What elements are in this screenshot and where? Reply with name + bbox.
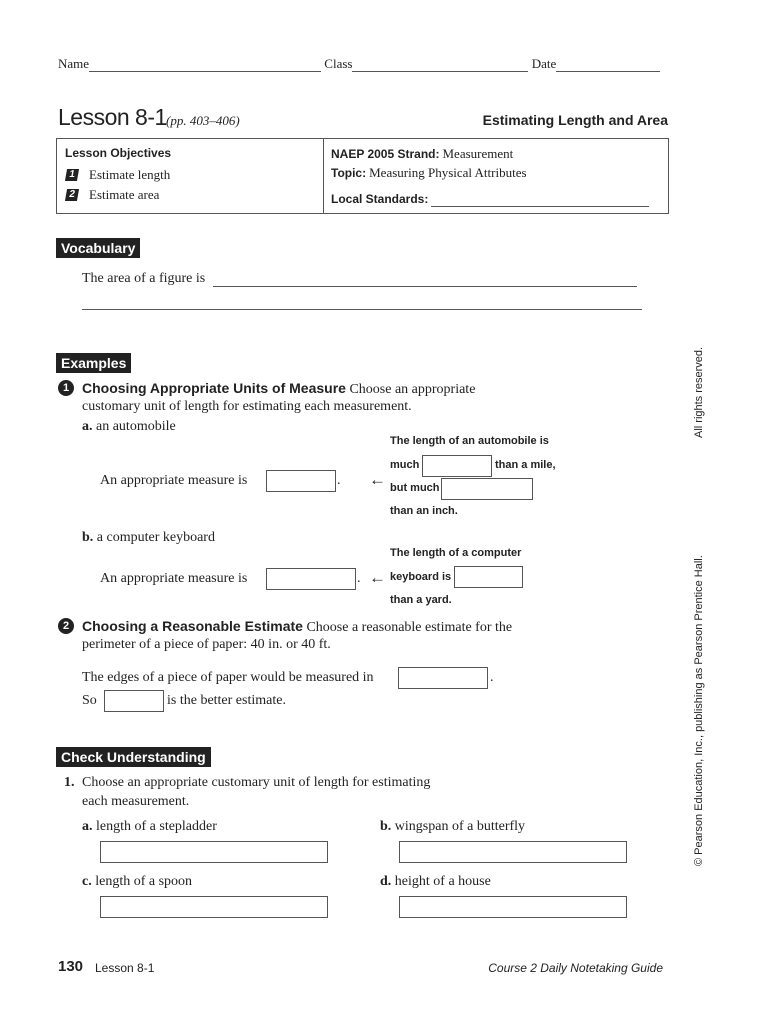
objectives-heading: Lesson Objectives [65, 146, 172, 160]
example-2-answer-box-1[interactable] [398, 667, 488, 689]
local-standards-row [331, 192, 649, 207]
example-1b-text: a computer keyboard [96, 530, 215, 545]
example-2-answer-box-2[interactable] [104, 690, 164, 712]
check-item-b-label: b. [380, 819, 392, 834]
example-2-text-1: Choose a reasonable estimate for the [306, 620, 513, 635]
example-2-header [82, 618, 512, 636]
example-1a-measure-text: An appropriate measure is [100, 473, 248, 488]
local-standards-label: Local Standards: [331, 192, 429, 206]
lesson-topic-title: Estimating Length and Area [482, 112, 668, 128]
hint-a-inch-label: than an inch. [390, 505, 458, 517]
check-item-c [82, 874, 192, 890]
date-field[interactable] [556, 71, 660, 72]
name-field[interactable] [89, 71, 321, 72]
hint-a-much-label: much [390, 459, 420, 471]
naep-label: NAEP 2005 Strand: [331, 147, 440, 161]
example-2-text-2: perimeter of a piece of paper: 40 in. or 40 ft. [82, 637, 331, 652]
class-label: Class [324, 56, 353, 71]
example-2-so: So [82, 693, 97, 708]
side-rights-text: All rights reserved. [693, 346, 705, 438]
check-item-b-text: wingspan of a butterfly [394, 819, 526, 834]
hint-b-line-1: The length of a computer [390, 547, 522, 559]
example-1b-row [82, 530, 215, 546]
check-text-2: each measurement. [82, 794, 190, 809]
example-1a-label: a. [82, 419, 93, 434]
example-1a-text: an automobile [96, 419, 176, 434]
example-1a-period: . [337, 473, 341, 488]
check-item-a-text: length of a stepladder [96, 819, 217, 834]
objective-2-number: 2 [65, 189, 79, 201]
name-label: Name [58, 56, 90, 71]
check-item-d [380, 874, 491, 890]
class-field[interactable] [352, 71, 528, 72]
hint-b-keyboard-label: keyboard is [390, 571, 452, 583]
check-item-a-label: a. [82, 819, 93, 834]
example-2-number: 2 [58, 618, 74, 634]
objectives-divider [323, 139, 324, 213]
check-item-d-answer-box[interactable] [399, 896, 627, 918]
check-item-c-text: length of a spoon [95, 874, 193, 889]
example-1-text-1: Choose an appropriate [349, 382, 476, 397]
hint-b-yard-label: than a yard. [390, 594, 452, 606]
hint-a-but-much-label: but much [390, 482, 440, 494]
lesson-pages: (pp. 403–406) [166, 113, 240, 128]
topic-value: Measuring Physical Attributes [369, 165, 527, 180]
topic-row [331, 165, 527, 181]
example-2-title: Choosing a Reasonable Estimate [82, 618, 303, 634]
local-standards-field[interactable] [431, 206, 649, 207]
date-label: Date [531, 56, 557, 71]
vocabulary-row [82, 271, 637, 287]
example-1b-measure-text: An appropriate measure is [100, 571, 248, 586]
example-1a-row [82, 419, 176, 435]
example-1b-answer-box[interactable] [266, 568, 356, 590]
example-1-text-2: customary unit of length for estimating each measurement. [82, 399, 412, 414]
check-item-c-answer-box[interactable] [100, 896, 328, 918]
vocabulary-answer-line-1[interactable] [213, 286, 637, 287]
check-item-a [82, 819, 217, 835]
vocabulary-prompt: The area of a figure is [82, 271, 206, 286]
example-2-period: . [490, 670, 494, 685]
vocabulary-answer-line-2[interactable] [82, 309, 642, 310]
example-1a-arrow: ← [369, 470, 386, 489]
hint-a-mile-label: than a mile, [495, 459, 556, 471]
footer-lesson: Lesson 8-1 [95, 961, 155, 975]
footer-page-number: 130 [58, 958, 84, 975]
lesson-title: Lesson 8-1 [58, 104, 167, 130]
example-1-header [82, 380, 475, 398]
side-copyright-text: © Pearson Education, Inc., publishing as Pearson Prentice Hall. [693, 555, 705, 866]
check-item-d-label: d. [380, 874, 392, 889]
check-item-b [380, 819, 525, 835]
example-1-number: 1 [58, 380, 74, 396]
example-1b-period: . [357, 571, 361, 586]
hint-a-answer-box-1[interactable] [422, 455, 492, 477]
check-item-c-label: c. [82, 874, 92, 889]
example-1b-label: b. [82, 530, 94, 545]
topic-label: Topic: [331, 166, 367, 180]
check-item-a-answer-box[interactable] [100, 841, 328, 863]
example-2-line-1: The edges of a piece of paper would be measured in [82, 670, 374, 685]
hint-a-answer-box-2[interactable] [441, 478, 533, 500]
hint-a-line-1: The length of an automobile is [390, 435, 549, 447]
footer-guide-title: Course 2 Daily Notetaking Guide [488, 961, 663, 975]
example-2-line-2: is the better estimate. [167, 693, 286, 708]
naep-row [331, 146, 513, 162]
check-item-b-answer-box[interactable] [399, 841, 627, 863]
header-row [58, 56, 668, 72]
check-understanding-heading: Check Understanding [56, 747, 211, 767]
check-number: 1. [64, 775, 75, 790]
vocabulary-heading: Vocabulary [56, 238, 140, 258]
examples-heading: Examples [56, 353, 131, 373]
example-1-title: Choosing Appropriate Units of Measure [82, 380, 346, 396]
objective-1-text: Estimate length [89, 167, 171, 182]
objective-1-number: 1 [65, 169, 79, 181]
naep-value: Measurement [442, 146, 514, 161]
check-item-d-text: height of a house [394, 874, 491, 889]
hint-b-answer-box[interactable] [454, 566, 523, 588]
example-1b-arrow: ← [369, 568, 386, 587]
check-text-1: Choose an appropriate customary unit of length for estimating [82, 775, 431, 790]
objective-2-text: Estimate area [89, 187, 160, 202]
example-1a-answer-box[interactable] [266, 470, 336, 492]
